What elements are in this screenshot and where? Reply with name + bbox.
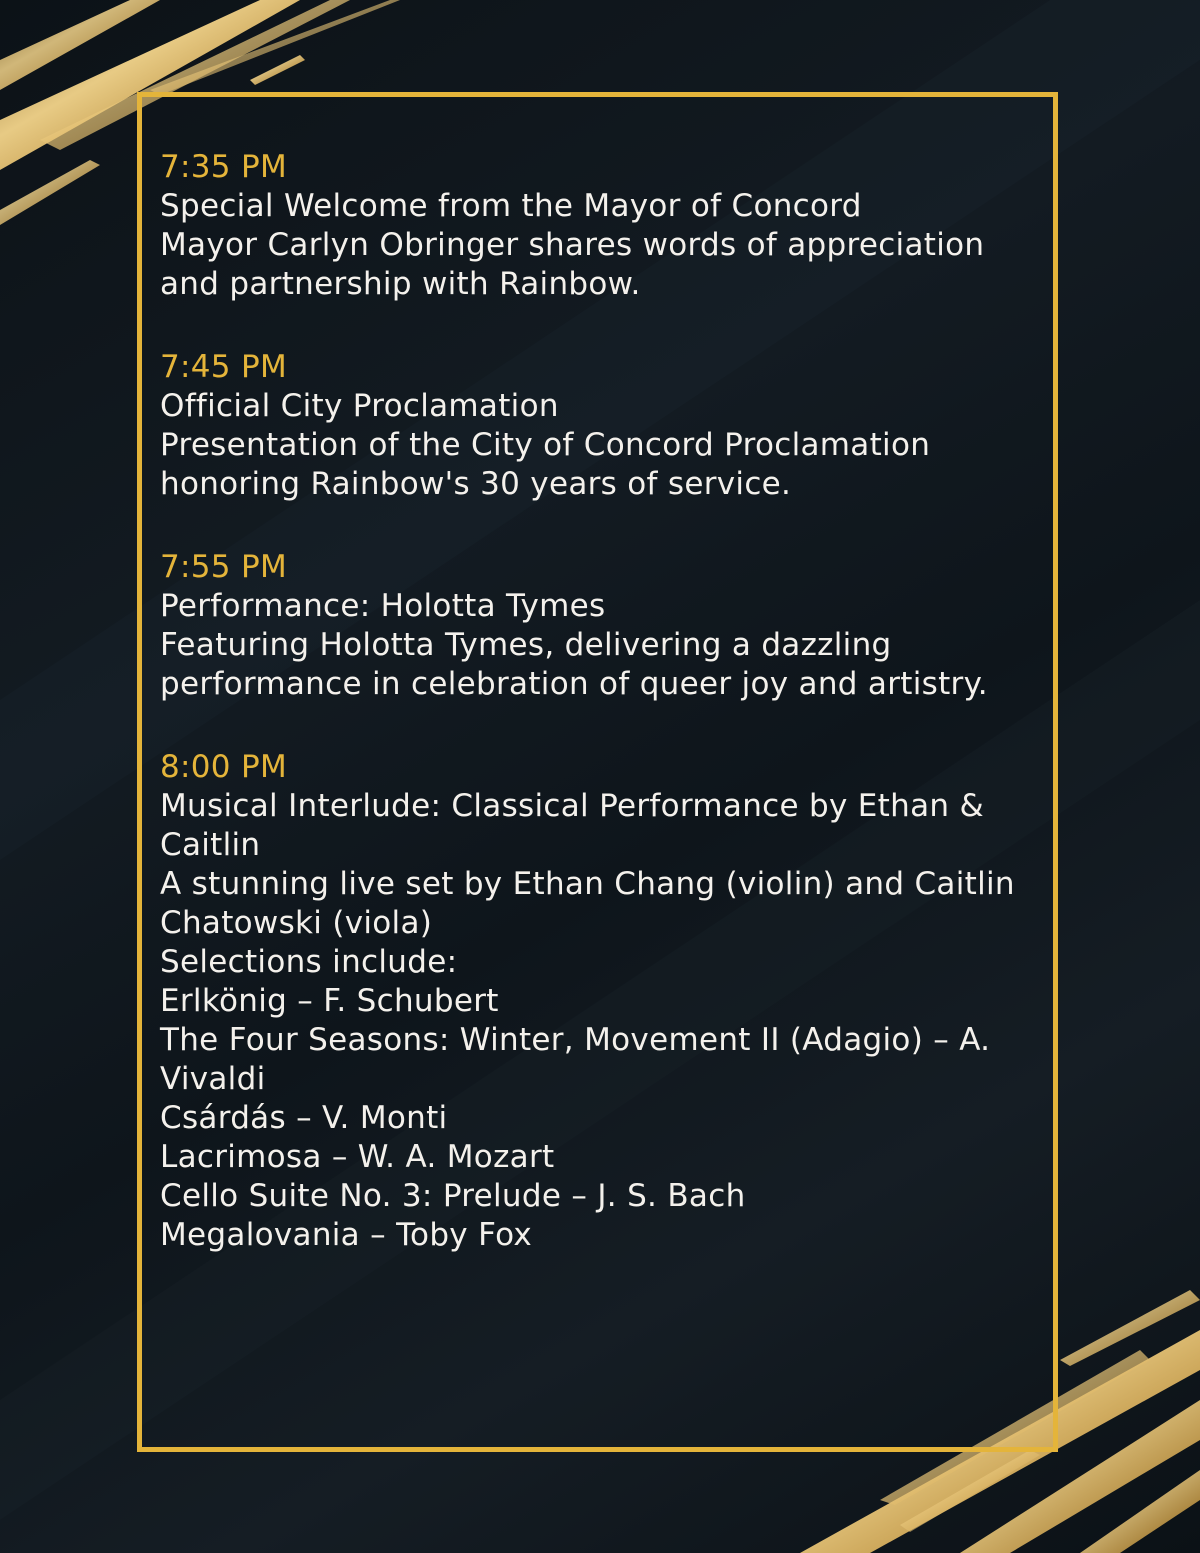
entry-title: Official City Proclamation — [160, 388, 559, 424]
program-schedule — [160, 148, 1040, 1299]
schedule-entry-800 — [160, 748, 1040, 1255]
entry-description: Presentation of the City of Concord Proclamation honoring Rainbow's 30 years of service. — [160, 427, 931, 502]
selections-heading: Selections include: — [160, 944, 458, 980]
entry-title: Musical Interlude: Classical Performance by Ethan & Caitlin — [160, 788, 984, 863]
entry-description: Mayor Carlyn Obringer shares words of appreciation and partnership with Rainbow. — [160, 227, 985, 302]
selection-item: The Four Seasons: Winter, Movement II (Adagio) – A. Vivaldi — [160, 1022, 991, 1097]
entry-title: Special Welcome from the Mayor of Concord — [160, 188, 862, 224]
entry-time: 7:35 PM — [160, 149, 288, 185]
selection-item: Csárdás – V. Monti — [160, 1100, 448, 1136]
entry-description: A stunning live set by Ethan Chang (violin) and Caitlin Chatowski (viola) — [160, 866, 1015, 941]
selection-item: Erlkönig – F. Schubert — [160, 983, 499, 1019]
schedule-entry-745 — [160, 348, 1040, 504]
schedule-entry-755 — [160, 548, 1040, 704]
entry-title: Performance: Holotta Tymes — [160, 588, 606, 624]
entry-description: Featuring Holotta Tymes, delivering a dazzling performance in celebration of queer joy and artistry. — [160, 627, 988, 702]
entry-time: 7:55 PM — [160, 549, 288, 585]
selection-item: Megalovania – Toby Fox — [160, 1217, 533, 1253]
entry-time: 7:45 PM — [160, 349, 288, 385]
schedule-entry-735 — [160, 148, 1040, 304]
selection-item: Lacrimosa – W. A. Mozart — [160, 1139, 555, 1175]
entry-time: 8:00 PM — [160, 749, 288, 785]
selection-item: Cello Suite No. 3: Prelude – J. S. Bach — [160, 1178, 746, 1214]
